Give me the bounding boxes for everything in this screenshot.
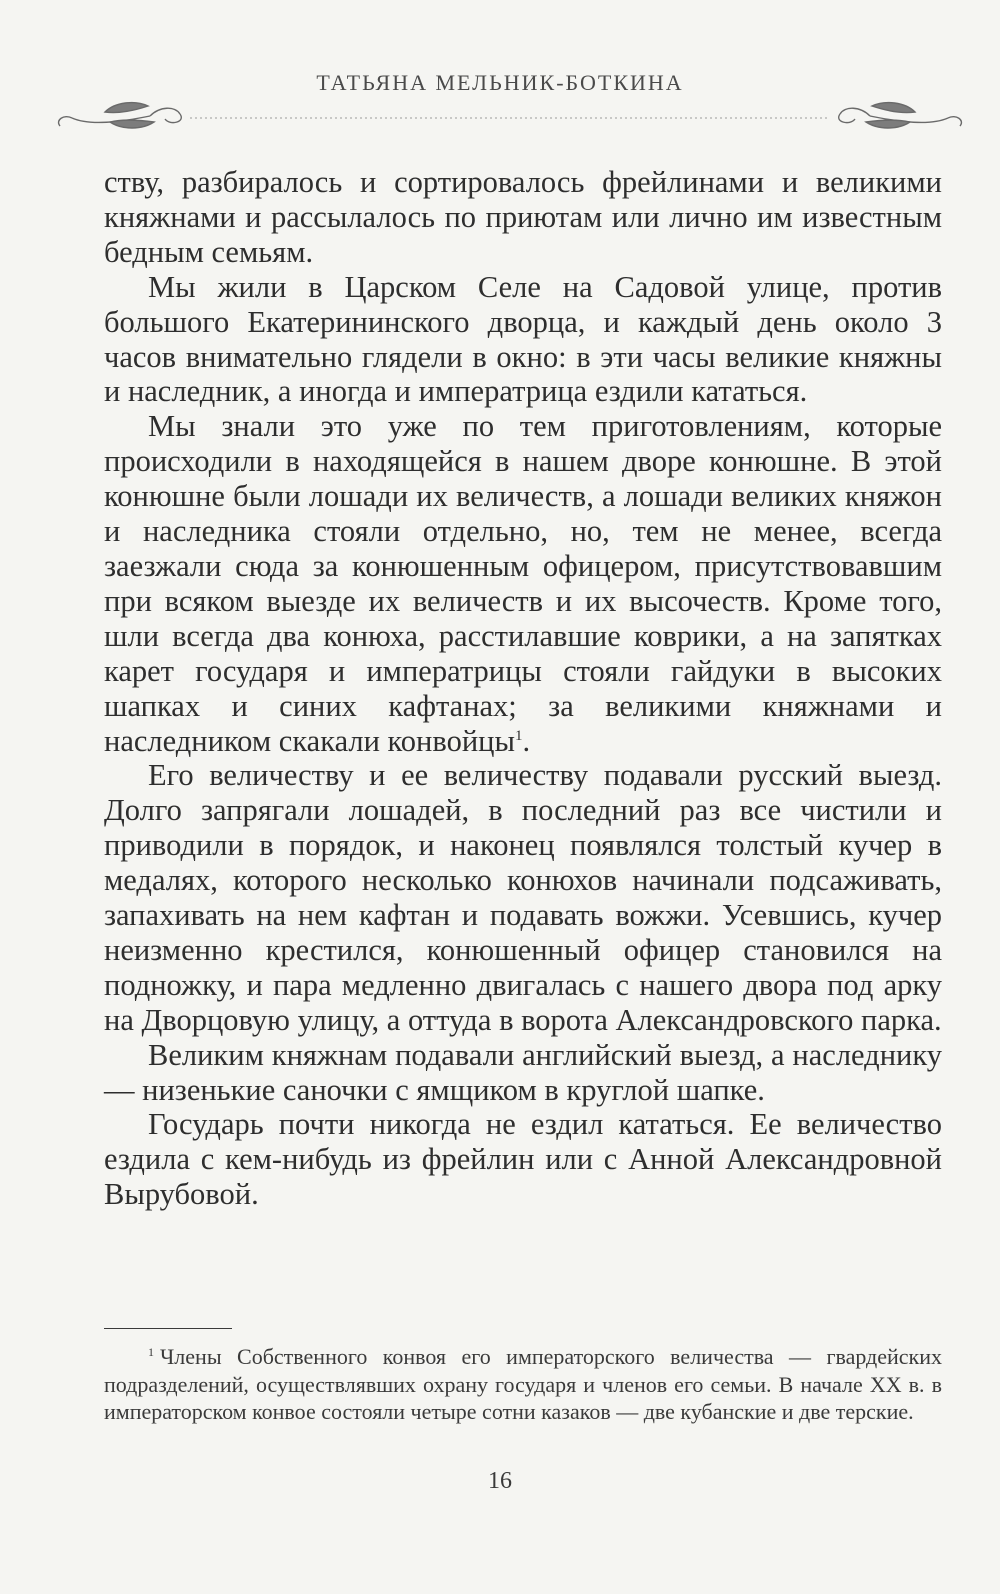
footnote-reference[interactable]: 1 <box>514 727 523 744</box>
footnote-text: Члены Собственного конвоя его императорского величества — гвардейских подразделений, осуществлявших охрану государя и членов его семьи. В начале XX в. в императорском конвое состояли четыре сотни казаков — две кубанские и две терские. <box>104 1344 942 1424</box>
paragraph-4: Его величеству и ее величеству подавали русский выезд. Долго запрягали лошадей, в последний раз все чистили и приводили в порядок, и наконец появлялся толстый кучер в медалях, которого несколько конюхов начинали подсаживать, запахивать на нем кафтан и подавать вожжи. Усевшись, кучер неизменно крестился, конюшенный офицер становился на подножку, и пара медленно двигалась с нашего двора под арку на Дворцовую улицу, а оттуда в ворота Александровского парка. <box>104 758 942 1037</box>
paragraph-3-text: Мы знали это уже по тем приготовлениям, которые происходили в находящейся в нашем дворе конюшне. В этой конюшне были лошади их величеств, а лошади великих княжон и наследника стояли отдельно, но, тем не менее, всегда заезжали сюда за конюшенным офицером, присутствовавшим при всяком выезде их величеств и их высочеств. Кроме того, шли всегда два конюха, расстилавшие коврики, а на запятках карет государя и императрицы стояли гайдуки в высоких шапках и синих кафтанах; за великими княжнами и наследником скакали конвойцы <box>104 409 942 758</box>
paragraph-3 <box>104 409 942 758</box>
paragraph-1: ству, разбиралось и сортировалось фрейлинами и великими княжнами и рассылалось по приютам или лично им известным бедным семьям. <box>104 165 942 269</box>
page-number: 16 <box>488 1468 512 1494</box>
footnote-divider <box>104 1328 232 1329</box>
header-ornament <box>50 92 970 142</box>
paragraph-6: Государь почти никогда не ездил кататься. Ее величество ездила с кем-нибудь из фрейлин или с Анной Александровной Вырубовой. <box>104 1107 942 1212</box>
footnote-paragraph <box>104 1343 942 1426</box>
running-title: ТАТЬЯНА МЕЛЬНИК-БОТКИНА <box>316 70 684 95</box>
paragraph-2: Мы жили в Царском Селе на Садовой улице, против большого Екатерининского дворца, и каждый день около 3 часов внимательно глядели в окно: в эти часы великие княжны и наследник, а иногда и императрица ездили кататься. <box>104 269 942 409</box>
left-leaf-flourish-icon <box>59 103 182 128</box>
paragraph-3-tail: . <box>522 723 531 758</box>
footnote-marker: 1 <box>148 1344 154 1359</box>
body-text <box>104 165 942 1212</box>
paragraph-5: Великим княжнам подавали английский выезд, а наследнику — низенькие саночки с ямщиком в круглой шапке. <box>104 1037 942 1107</box>
footnote <box>104 1343 942 1426</box>
right-leaf-flourish-icon <box>839 103 962 128</box>
